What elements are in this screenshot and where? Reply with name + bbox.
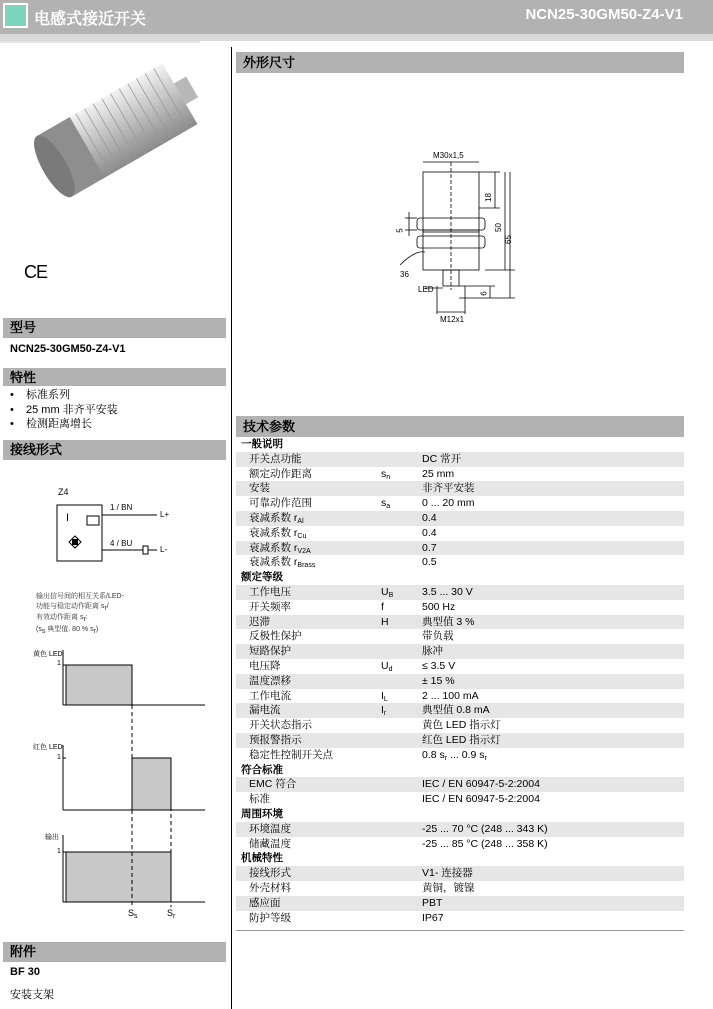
group-heading: 符合标准 xyxy=(241,763,283,776)
spec-label: 防护等级 xyxy=(249,911,291,924)
dim-50: 50 xyxy=(493,223,503,232)
model-number: NCN25-30GM50-Z4-V1 xyxy=(525,6,683,23)
group-heading: 额定等级 xyxy=(241,571,283,584)
spec-value: 脉冲 xyxy=(422,645,443,658)
spec-value: V1- 连接器 xyxy=(422,867,473,880)
brand-square-icon xyxy=(3,3,28,28)
yellow-led-label: 黄色 LED xyxy=(33,651,63,658)
table-row xyxy=(236,585,684,600)
features-list xyxy=(10,388,118,432)
table-row xyxy=(236,481,684,496)
axis-one: 1 xyxy=(57,660,61,667)
spec-value: 红色 LED 指示灯 xyxy=(422,733,501,746)
spec-value: 非齐平安装 xyxy=(422,482,475,495)
dim-36: 36 xyxy=(400,270,409,279)
spec-label: 温度漂移 xyxy=(249,674,291,687)
dim-thread: M30x1,5 xyxy=(433,151,464,160)
dimensions-heading: 外形尺寸 xyxy=(236,52,684,73)
features-heading: 特性 xyxy=(3,368,226,386)
list-item: • 检测距离增长 xyxy=(10,417,118,432)
subtitle-stripe xyxy=(0,41,200,43)
spec-label: 工作电压 xyxy=(249,585,291,598)
spec-value: 0.7 xyxy=(422,541,437,554)
dim-18: 18 xyxy=(483,193,493,202)
spec-label: 安装 xyxy=(249,482,270,495)
table-row xyxy=(236,437,684,452)
table-row xyxy=(236,511,684,526)
table-row xyxy=(236,896,684,911)
spec-label: 可靠动作范围 xyxy=(249,497,312,510)
spec-table xyxy=(236,437,684,925)
spec-label: 开关频率 xyxy=(249,600,291,613)
table-row xyxy=(236,703,684,718)
table-row xyxy=(236,674,684,689)
accessory-desc: 安装支架 xyxy=(10,989,54,1001)
output-label: 输出 xyxy=(45,834,59,841)
red-led-label: 红色 LED xyxy=(33,744,63,751)
spec-value: IEC / EN 60947-5-2:2004 xyxy=(422,778,540,791)
spec-value: IP67 xyxy=(422,911,444,924)
title-bar xyxy=(0,0,713,34)
spec-label: 迟滞 xyxy=(249,615,270,628)
dim-led: LED xyxy=(418,285,434,294)
spec-symbol: $I_r$ xyxy=(381,704,387,718)
group-heading: 一般说明 xyxy=(241,438,283,450)
model-heading: 型号 xyxy=(3,318,226,338)
spec-value: 典型值 3 % xyxy=(422,615,475,628)
spec-label: 外壳材料 xyxy=(249,881,291,894)
spec-symbol: $U_B$ xyxy=(381,585,394,599)
spec-label: 环境温度 xyxy=(249,822,291,835)
accessory-item: BF 30 xyxy=(10,966,40,978)
table-row xyxy=(236,851,684,866)
table-row xyxy=(236,718,684,733)
table-row xyxy=(236,555,684,570)
table-row xyxy=(236,541,684,556)
product-photo xyxy=(30,60,210,205)
dim-m12: M12x1 xyxy=(440,315,465,324)
dim-6: 6 xyxy=(479,291,489,296)
table-row xyxy=(236,822,684,837)
group-heading: 周围环境 xyxy=(241,807,283,820)
spec-value: 25 mm xyxy=(422,467,455,480)
table-row xyxy=(236,733,684,748)
spec-value: ≤ 3.5 V xyxy=(422,659,456,672)
sr-label: $S_r$ xyxy=(167,908,176,920)
axis-one: 1 xyxy=(57,848,61,855)
spec-label: 电压降 xyxy=(249,659,281,672)
table-row xyxy=(236,467,684,482)
spec-label: 短路保护 xyxy=(249,645,291,658)
table-row xyxy=(236,763,684,778)
spec-label: 感应面 xyxy=(249,896,281,909)
table-row xyxy=(236,615,684,630)
spec-label: 标准 xyxy=(249,793,270,806)
wiring-label: Z4 xyxy=(58,487,69,497)
spec-value: 0 ... 20 mm xyxy=(422,497,475,510)
table-row xyxy=(236,452,684,467)
spec-value: -25 ... 85 °C (248 ... 358 K) xyxy=(422,837,548,850)
table-row xyxy=(236,659,684,674)
table-row xyxy=(236,629,684,644)
wiring-sym: I xyxy=(66,512,70,524)
spec-value: 黄色 LED 指示灯 xyxy=(422,719,501,732)
page-title: 电感式接近开关 xyxy=(34,11,147,28)
spec-value: 0.4 xyxy=(422,526,437,539)
spec-label: 接线形式 xyxy=(249,867,291,880)
table-row xyxy=(236,881,684,896)
model-value: NCN25-30GM50-Z4-V1 xyxy=(10,343,126,355)
wiring-heading: 接线形式 xyxy=(3,440,226,460)
wiring-pin4: 4 / BU xyxy=(110,539,133,548)
table-row xyxy=(236,748,684,763)
spec-label: 开关状态指示 xyxy=(249,719,312,732)
table-row xyxy=(236,837,684,852)
spec-value: 典型值 0.8 mA xyxy=(422,704,490,717)
spec-symbol: $U_d$ xyxy=(381,659,393,673)
table-row xyxy=(236,866,684,881)
list-item: • 25 mm 非齐平安装 xyxy=(10,403,118,418)
table-row xyxy=(236,792,684,807)
table-row xyxy=(236,807,684,822)
table-row xyxy=(236,600,684,615)
wiring-lplus: L+ xyxy=(160,510,170,519)
spec-symbol: $I_L$ xyxy=(381,689,388,703)
spec-value: -25 ... 70 °C (248 ... 343 K) xyxy=(422,822,548,835)
dim-65: 65 xyxy=(503,235,513,244)
table-row xyxy=(236,777,684,792)
ss-label: $S_s$ xyxy=(128,908,138,920)
spec-label: 开关点功能 xyxy=(249,452,302,465)
spec-symbol: f xyxy=(381,600,384,613)
spec-value: 0.5 xyxy=(422,556,437,569)
wiring-pin1: 1 / BN xyxy=(110,503,133,512)
spec-value: 黄铜，镀镍 xyxy=(422,881,475,894)
spec-label: 衰减系数 $r_{Brass}$ xyxy=(249,556,316,570)
spec-label: 稳定性控制开关点 xyxy=(249,748,333,761)
table-row xyxy=(236,526,684,541)
spec-label: 反极性保护 xyxy=(249,630,302,643)
spec-value: IEC / EN 60947-5-2:2004 xyxy=(422,793,540,806)
spec-symbol: $s_a$ xyxy=(381,497,391,511)
table-row xyxy=(236,689,684,704)
spec-value: 3.5 ... 30 V xyxy=(422,585,473,598)
timing-diagram xyxy=(30,645,210,925)
spec-symbol: H xyxy=(381,615,389,628)
table-row xyxy=(236,496,684,511)
spec-value: 0.8 $s_r$ ... 0.9 $s_r$ xyxy=(422,748,487,762)
spec-value: 带负载 xyxy=(422,630,454,643)
spec-value: DC 常开 xyxy=(422,452,462,465)
spec-label: 衰减系数 $r_{Cu}$ xyxy=(249,526,307,540)
spec-value: PBT xyxy=(422,896,443,909)
axis-one: 1 xyxy=(57,754,61,761)
spec-label: 衰减系数 $r_{V2A}$ xyxy=(249,541,311,555)
dim-5: 5 xyxy=(395,228,405,233)
wiring-lminus: L- xyxy=(160,545,168,554)
wiring-note: 输出信号间的相互关系/LED- 功能与稳定动作距离 sr/ 有效动作距离 sr: (ss 典型值. 80 % sr) xyxy=(36,593,124,635)
spec-symbol: $s_n$ xyxy=(381,467,391,481)
spec-value: ± 15 % xyxy=(422,674,455,687)
table-row xyxy=(236,911,684,926)
table-bottom-rule xyxy=(236,930,684,931)
spec-label: 衰减系数 $r_{Al}$ xyxy=(249,511,304,525)
subtitle-bar xyxy=(0,34,713,41)
spec-label: 额定动作距离 xyxy=(249,467,312,480)
spec-value: 2 ... 100 mA xyxy=(422,689,479,702)
table-row xyxy=(236,644,684,659)
table-row xyxy=(236,570,684,585)
spec-label: 工作电流 xyxy=(249,689,291,702)
spec-value: 500 Hz xyxy=(422,600,456,613)
group-heading: 机械特性 xyxy=(241,852,283,865)
list-item: • 标准系列 xyxy=(10,388,118,403)
spec-label: 预报警指示 xyxy=(249,733,302,746)
tech-heading: 技术参数 xyxy=(236,416,684,437)
ce-mark: CE xyxy=(24,262,48,282)
column-divider xyxy=(231,47,232,1009)
accessories-heading: 附件 xyxy=(3,942,226,962)
spec-label: 漏电流 xyxy=(249,704,281,717)
spec-label: 储藏温度 xyxy=(249,837,291,850)
spec-label: EMC 符合 xyxy=(249,778,297,791)
spec-value: 0.4 xyxy=(422,511,437,524)
